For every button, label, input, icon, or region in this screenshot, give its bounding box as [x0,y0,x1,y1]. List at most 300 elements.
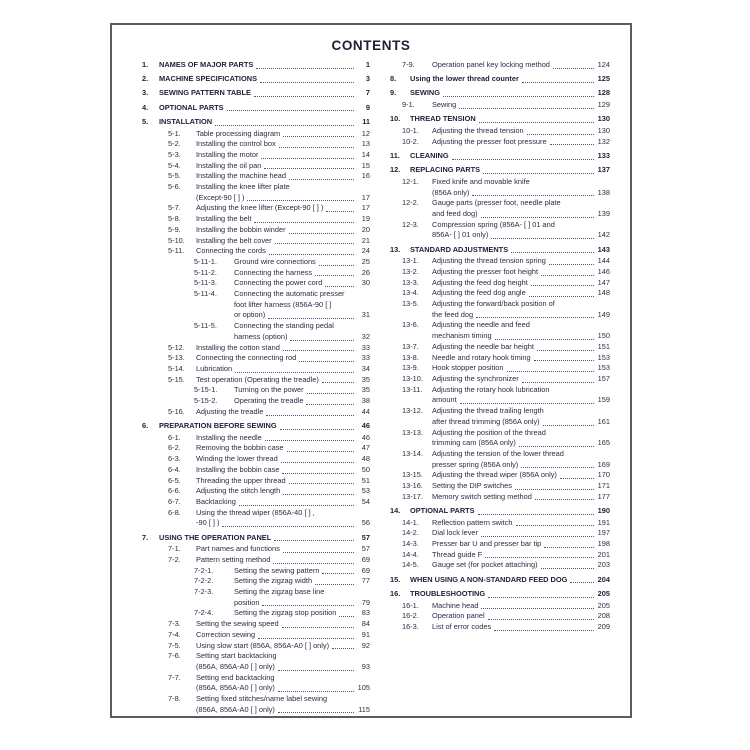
toc-entry-body [432,60,610,71]
toc-entry [142,533,370,544]
toc-entry-text: REPLACING PARTS [410,165,481,175]
toc-entry-page: 3 [365,74,370,84]
toc-entry-number: 15. [390,574,401,584]
toc-entry-body [234,566,370,577]
toc-entry-text: Table processing diagram [196,128,281,138]
toc-entry-line [410,589,610,600]
toc-entry-page: 33 [361,353,370,363]
toc-entry-line [432,406,610,417]
toc-entry-page: 205 [597,600,610,610]
toc-entry-body [410,88,610,99]
dot-leader [476,317,594,318]
toc-entry-text: Adjusting the needle bar height [432,341,534,351]
toc-entry [142,161,370,172]
toc-entry-text: Adjusting the synchronizer [432,373,519,383]
dot-leader [264,168,354,169]
toc-entry-line [432,417,610,428]
dot-leader [494,630,594,631]
toc-entry [142,246,370,257]
toc-entry-page: 153 [597,363,610,373]
toc-entry-number: 16. [390,588,401,598]
toc-entry-page: 53 [361,486,370,496]
toc-entry [142,608,370,619]
toc-entry-text: Setting end backtacking [196,672,275,682]
toc-entry-number: 13-6. [402,320,419,330]
dot-leader [289,483,354,484]
toc-entry-line [196,508,370,519]
toc-entry-text: after thread trimming (856A only) [432,416,540,426]
toc-entry-line [234,587,370,598]
toc-entry-page: 124 [597,60,610,69]
toc-entry-number: 13-8. [402,352,419,362]
toc-entry-number: 5-3. [168,149,181,159]
toc-entry-body [196,476,370,487]
dot-leader [516,525,594,526]
toc-column-right [390,60,610,715]
dot-leader [553,68,594,69]
dot-leader [289,179,354,180]
toc-entry-text: Gauge set (for pocket attaching) [432,560,538,570]
toc-entry-number: 5-14. [168,363,185,373]
toc-entry-number: 1. [142,60,149,69]
toc-entry-page: 69 [361,565,370,575]
toc-entry-body [432,528,610,539]
toc-entry-number: 13-12. [402,406,423,416]
dot-leader [227,110,354,111]
dot-leader [459,108,594,109]
toc-entry [142,257,370,268]
toc-entry-page: 79 [361,597,370,607]
toc-entry-text: Installing the machine head [196,171,286,181]
toc-entry [142,278,370,289]
toc-entry-text: Setting the sewing pattern [234,565,320,575]
dot-leader [283,350,354,351]
dot-leader [279,147,354,148]
toc-entry-line [196,225,370,236]
dot-leader [481,608,594,609]
toc-entry-page: 51 [361,475,370,485]
toc-entry [142,353,370,364]
toc-entry [390,470,610,481]
toc-entry-number: 11. [390,150,400,160]
toc-entry [142,576,370,587]
toc-entry-page: 191 [597,517,610,527]
toc-entry [390,481,610,492]
toc-entry-page: 92 [361,640,370,650]
toc-entry-page: 143 [597,244,610,254]
dot-leader [472,195,594,196]
dot-leader [260,82,354,83]
dot-leader [478,514,594,515]
toc-entry-number: 10-2. [402,136,419,146]
toc-entry-body [234,268,370,279]
toc-entry-page: 203 [597,560,610,570]
toc-entry-line [432,353,610,364]
toc-entry-line [196,129,370,140]
toc-entry [142,396,370,407]
toc-entry-page: 35 [361,374,370,384]
toc-entry-page: 204 [597,574,610,584]
toc-entry-number: 7-5. [168,640,181,650]
toc-entry [390,589,610,600]
toc-entry-number: 7. [142,532,149,542]
toc-entry-body [432,288,610,299]
toc-entry-line [432,428,610,439]
toc-entry-body [432,539,610,550]
toc-entry-body [196,375,370,386]
toc-entry-text: Adjusting the thread tension [432,126,524,136]
toc-entry-page: 26 [361,267,370,277]
toc-entry [142,555,370,566]
toc-entry-number: 6-7. [168,496,181,506]
toc-entry-number: 14. [390,505,401,515]
toc-entry-line [196,619,370,630]
toc-entry-line [196,694,370,705]
toc-entry-line [196,454,370,465]
toc-entry [390,60,610,71]
toc-entry-body [432,342,610,353]
toc-entry-body [410,245,610,256]
toc-entry-body [410,589,610,600]
toc-entry-body [234,576,370,587]
toc-entry-page: 57 [361,532,370,542]
toc-entry [390,342,610,353]
toc-entry-number: 5-15. [168,374,185,384]
toc-entry-body [432,177,610,198]
toc-entry-text: USING THE OPERATION PANEL [159,532,272,542]
dot-leader [306,404,354,405]
toc-entry-number: 14-5. [402,560,419,570]
toc-entry-line [196,203,370,214]
toc-entry-line [432,256,610,267]
dot-leader [541,275,594,276]
toc-entry [142,60,370,71]
toc-entry-page: 125 [597,74,610,84]
toc-entry-number: 4. [142,102,149,112]
toc-entry-body [432,220,610,241]
dot-leader [541,568,594,569]
toc-entry-text: mechanism timing [432,331,492,341]
toc-entry [390,126,610,137]
toc-entry-line [196,673,370,684]
toc-entry-line [196,555,370,566]
toc-entry-line [432,438,610,449]
toc-entry-text: Test operation (Operating the treadle) [196,374,319,384]
toc-entry-number: 10. [390,114,401,124]
toc-entry-page: 35 [361,385,370,395]
toc-entry [390,385,610,406]
page-title: CONTENTS [331,38,411,53]
toc-entry-line [234,321,370,332]
toc-entry-body [432,363,610,374]
toc-entry-body [196,203,370,214]
dot-leader [265,440,354,441]
toc-entry-page: 105 [357,683,370,693]
toc-entry-body [159,88,370,99]
toc-entry-page: 46 [361,421,370,430]
toc-entry [142,139,370,150]
toc-entry [142,214,370,225]
dot-leader [283,136,354,137]
toc-entry-text: Installing the bobbin case [196,464,280,474]
toc-entry-text: TROUBLESHOOTING [410,588,486,598]
dot-leader [443,96,594,97]
toc-entry-page: 201 [597,549,610,559]
toc-entry-number: 5-2. [168,139,181,149]
toc-entry [142,694,370,715]
toc-entry [390,114,610,125]
toc-entry-body [196,364,370,375]
toc-entry-page: 137 [597,165,610,175]
toc-entry-page: 25 [361,256,370,266]
toc-entry-body [432,611,610,622]
toc-entry-line [410,88,610,99]
toc-entry-page: 24 [361,246,370,256]
toc-entry-page: 148 [597,288,610,298]
toc-entry-line [159,103,370,114]
toc-entry-text: Connecting the connecting rod [196,353,297,363]
toc-entry-text: Hook stopper position [432,363,504,373]
dot-leader [527,134,594,135]
toc-entry-page: 93 [361,661,370,671]
toc-entry-text: Setting the sewing speed [196,619,279,629]
toc-entry [390,299,610,320]
dot-leader [507,371,595,372]
toc-entry-body [196,343,370,354]
toc-entry [142,343,370,354]
dot-leader [261,158,354,159]
toc-entry-text: Adjusting the stitch length [196,486,281,496]
toc-entry [390,74,610,85]
toc-entry-number: 5. [142,116,149,126]
toc-entry-number: 13-4. [402,288,419,298]
toc-entry-text: foot lifter harness (856A-90 [ ] [234,299,332,309]
dot-leader [535,499,594,500]
toc-entry-body [159,421,370,432]
toc-entry-number: 9-1. [402,100,415,110]
toc-entry-page: 165 [597,438,610,448]
toc-entry-line [432,331,610,342]
toc-entry [142,508,370,529]
toc-entry-line [410,506,610,517]
toc-entry-line [234,385,370,396]
dot-leader [278,712,354,713]
toc-entry [142,544,370,555]
toc-entry-page: 91 [361,629,370,639]
dot-leader [269,254,354,255]
toc-entry-line [432,177,610,188]
toc-entry-line [159,421,370,432]
toc-entry-line [196,139,370,150]
toc-entry-body [196,182,370,203]
toc-entry-line [410,575,610,586]
toc-entry-text: Installing the control box [196,139,276,149]
toc-entry-page: 9 [365,102,370,112]
toc-entry-line [196,465,370,476]
toc-entry [390,506,610,517]
toc-entry-text: the feed dog [432,309,474,319]
toc-entry-page: 83 [361,608,370,618]
toc-entry-text: NAMES OF MAJOR PARTS [159,60,254,69]
toc-entry [390,539,610,550]
toc-entry [390,518,610,529]
toc-entry-number: 14-4. [402,549,419,559]
toc-entry-line [196,343,370,354]
toc-entry-number: 6-3. [168,454,181,464]
toc-entry-line [159,533,370,544]
toc-entry-body [410,575,610,586]
toc-entry [390,611,610,622]
toc-entry-body [432,622,610,633]
toc-entry-line [432,278,610,289]
toc-entry-line [234,608,370,619]
toc-entry-text: SEWING [410,88,440,98]
toc-entry-line [196,236,370,247]
toc-entry [390,406,610,427]
toc-entry-text: Installing the oil pan [196,160,262,170]
toc-entry-line [234,598,370,609]
toc-entry-number: 10-1. [402,126,419,136]
toc-entry-number: 5-9. [168,224,181,234]
toc-entry-text: Setting the zigzag base line [234,587,325,597]
toc-entry-number: 14-1. [402,517,419,527]
toc-entry-line [196,375,370,386]
toc-entry-text: trimming cam (856A only) [432,438,516,448]
toc-entry-text: Fixed knife and movable knife [432,176,530,186]
toc-entry-line [432,460,610,471]
dot-leader [322,573,354,574]
toc-entry-text: Lubrication [196,363,233,373]
toc-entry-number: 13-14. [402,448,423,458]
toc-entry-number: 16-2. [402,611,419,621]
toc-entry-text: Using the lower thread counter [410,74,519,84]
dot-leader [485,557,594,558]
toc-entry-text: Operation panel key locking method [432,60,550,69]
toc-entry-body [196,236,370,247]
toc-entry-number: 6-5. [168,475,181,485]
dot-leader [280,429,354,430]
toc-entry-line [432,310,610,321]
toc-entry-body [432,126,610,137]
toc-entry-body [196,161,370,172]
toc-entry-text: position [234,597,260,607]
toc-entry-text: STANDARD ADJUSTMENTS [410,244,509,254]
toc-entry-number: 13-15. [402,470,423,480]
toc-entry [390,256,610,267]
toc-entry-number: 5-8. [168,214,181,224]
toc-entry-number: 6-8. [168,507,181,517]
dot-leader [570,582,594,583]
toc-entry-number: 12-3. [402,219,419,229]
toc-entry [390,528,610,539]
toc-entry-text: (856A only) [432,187,470,197]
toc-entry-line [432,539,610,550]
toc-entry-line [432,267,610,278]
toc-entry-page: 130 [597,126,610,136]
dot-leader [278,691,354,692]
toc-entry-number: 3. [142,88,149,98]
toc-entry-line [432,560,610,571]
toc-entry-number: 9. [390,88,397,98]
toc-entry-page: 150 [597,331,610,341]
toc-entry-page: 48 [361,454,370,464]
toc-entry-page: 157 [597,373,610,383]
toc-entry [142,407,370,418]
toc-entry-body [196,171,370,182]
toc-entry [142,497,370,508]
toc-entry-body [432,470,610,481]
dot-leader [460,403,594,404]
toc-entry-line [196,171,370,182]
toc-entry-number: 5-7. [168,203,181,213]
toc-entry-number: 14-3. [402,539,419,549]
toc-entry-number: 13-17. [402,491,423,501]
toc-entry-body [432,601,610,612]
dot-leader [254,96,354,97]
toc-entry-number: 5-13. [168,353,185,363]
toc-entry-body [234,321,370,342]
dot-leader [326,211,354,212]
toc-entry-page: 149 [597,309,610,319]
toc-entry-text: Adjusting the thread tension spring [432,256,546,266]
dot-leader [522,82,594,83]
toc-entry-line [196,407,370,418]
dot-leader [322,382,354,383]
toc-entry-text: Adjusting the feed dog angle [432,288,526,298]
toc-entry-body [196,641,370,652]
toc-entry-number: 16-3. [402,621,419,631]
dot-leader [235,372,354,373]
toc-entry-page: 142 [597,230,610,240]
toc-entry-page: 130 [597,114,610,124]
toc-entry-page: 20 [361,224,370,234]
dot-leader [290,340,354,341]
toc-entry-page: 69 [361,554,370,564]
toc-entry-text: Machine head [432,600,479,610]
toc-entry-line [410,151,610,162]
toc-entry [142,150,370,161]
toc-entry-page: 171 [597,481,610,491]
toc-entry-body [432,320,610,341]
dot-leader [549,264,594,265]
toc-entry-page: 12 [361,128,370,138]
toc-entry [142,587,370,608]
toc-entry-text: Turning on the power [234,385,304,395]
toc-entry-text: Setting fixed stitches/name label sewing [196,694,328,704]
toc-entry-number: 12. [390,165,401,175]
toc-columns [112,60,630,715]
toc-entry-text: Ground wire connections [234,256,316,266]
toc-entry-page: 147 [597,277,610,287]
toc-entry-number: 7-2. [168,554,181,564]
toc-entry-text: Removing the bobbin case [196,443,284,453]
toc-entry [142,129,370,140]
toc-entry-page: 144 [597,256,610,266]
toc-entry-page: 170 [597,470,610,480]
toc-entry-line [196,630,370,641]
toc-entry-number: 7-3. [168,619,181,629]
toc-entry-line [432,126,610,137]
toc-entry-body [196,508,370,529]
toc-entry [390,449,610,470]
dot-leader [560,478,594,479]
toc-entry-page: 205 [597,588,610,598]
toc-entry-number: 5-11-4. [194,289,217,299]
toc-entry [390,622,610,633]
toc-entry-number: 5-1. [168,128,181,138]
toc-entry-number: 5-11-1. [194,256,217,266]
dot-leader [481,217,594,218]
